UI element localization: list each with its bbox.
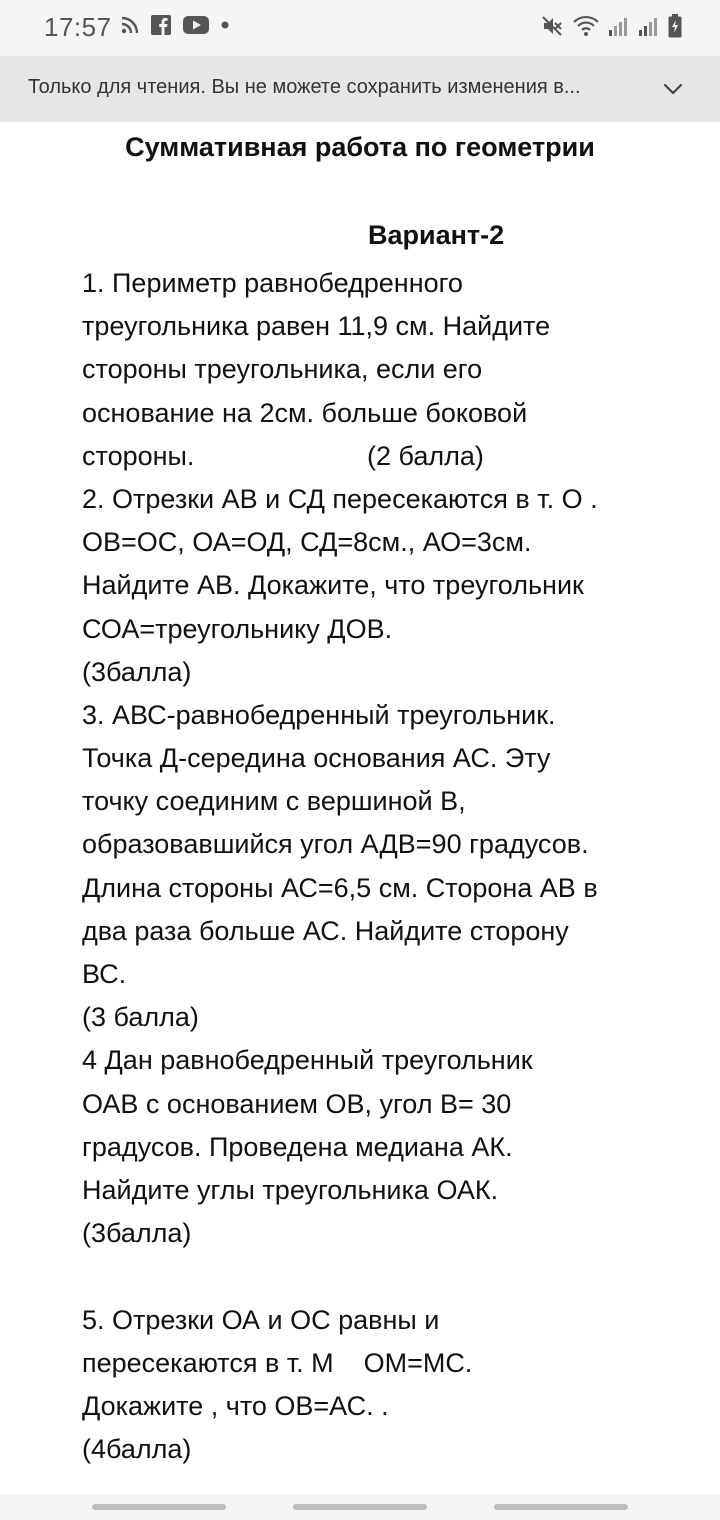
document-line: 5. Отрезки ОА и ОС равны и [82, 1304, 440, 1335]
status-system-icons [540, 14, 682, 38]
document-variant: Вариант-2 [368, 220, 505, 250]
document-line: 4 Дан равнобедренный треугольник [82, 1045, 533, 1076]
document-line: 2. Отрезки АВ и СД пересекаются в т. О . [82, 483, 598, 514]
document-line: (3балла) [82, 656, 192, 687]
document-line: ВС. [82, 959, 127, 989]
document-line: (3 балла) [82, 1002, 199, 1033]
status-notification-icons [120, 14, 230, 36]
document-line: треугольника равен 11,9 см. Найдите [82, 311, 551, 342]
chevron-down-icon[interactable] [660, 76, 686, 102]
mute-icon [540, 14, 564, 38]
document-line: Найдите углы треугольника ОАК. [82, 1174, 499, 1205]
youtube-icon [182, 15, 210, 35]
rss-icon [120, 15, 140, 35]
document-line: ОАВ с основанием ОВ, угол В= 30 [82, 1088, 512, 1119]
document-line: градусов. Проведена медиана АК. [82, 1131, 513, 1162]
facebook-icon [150, 14, 172, 36]
document-line: (3балла) [82, 1218, 192, 1249]
signal-2-icon [638, 15, 660, 37]
document-line: Длина стороны АС=6,5 см. Сторона АВ в [82, 872, 598, 903]
document-line: 3. АВС-равнобедренный треугольник. [82, 699, 556, 730]
document-line: стороны треугольника, если его [82, 354, 483, 385]
status-bar [0, 0, 720, 56]
document-line: точку соединим с вершиной В, [82, 786, 466, 817]
navigation-bar [0, 1494, 720, 1520]
document-line: Найдите АВ. Докажите, что треугольник [82, 570, 584, 601]
document-line: (4балла) [82, 1434, 192, 1465]
nav-back-button[interactable] [494, 1504, 628, 1510]
document-line: ОВ=ОС, ОА=ОД, СД=8см., АО=3см. [82, 527, 532, 558]
nav-home-button[interactable] [293, 1504, 427, 1510]
document-body [82, 262, 682, 1471]
signal-icon [608, 15, 630, 37]
document-title: Суммативная работа по геометрии [125, 132, 595, 162]
document-line: стороны. (2 балла) [82, 440, 484, 471]
document-line: основание на 2см. больше боковой [82, 397, 528, 428]
battery-charging-icon [668, 14, 682, 38]
document-line: СОА=треугольнику ДОВ. [82, 613, 393, 644]
status-time: 17:57 [44, 12, 112, 42]
document-line: Докажите , что ОВ=АС. . [82, 1390, 389, 1421]
blank-line [82, 1255, 682, 1298]
document-line: Точка Д-середина основания АС. Эту [82, 743, 551, 774]
read-only-banner[interactable] [0, 56, 720, 123]
wifi-icon [572, 14, 600, 38]
document-line: пересекаются в т. М ОМ=МС. [82, 1347, 473, 1378]
document-page[interactable] [0, 122, 720, 1494]
document-line: два раза больше АС. Найдите сторону [82, 915, 569, 946]
document-line: 1. Периметр равнобедренного [82, 268, 463, 298]
nav-recent-apps-button[interactable] [92, 1504, 226, 1510]
more-notifications-dot-icon [220, 20, 230, 30]
read-only-banner-text: Только для чтения. Вы не можете сохранить изменения в... [28, 76, 581, 98]
document-line: образовавшийся угол АДВ=90 градусов. [82, 829, 589, 860]
